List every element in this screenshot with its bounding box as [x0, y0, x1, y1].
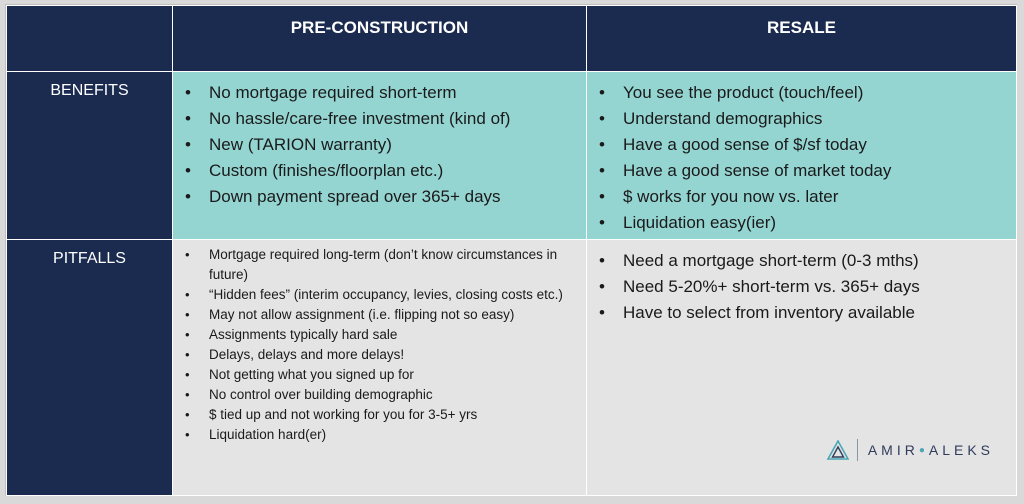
list-item: • Need 5-20%+ short-term vs. 365+ days — [587, 274, 1016, 300]
list-item: • Have a good sense of market today — [587, 158, 1016, 184]
mountain-a-logo-icon — [827, 440, 849, 460]
list-item: • Mortgage required long-term (don’t know circumstances in future) — [173, 245, 586, 285]
pitfalls-preconstruction-cell — [173, 240, 587, 496]
logo-divider — [857, 439, 858, 461]
pitfalls-resale-list — [587, 248, 1016, 326]
logo-word-first: AMIR — [867, 442, 919, 458]
list-item: • No mortgage required short-term — [173, 80, 586, 106]
list-item: • Have to select from inventory available — [587, 300, 1016, 326]
comparison-slide — [5, 4, 1017, 496]
list-item: • New (TARION warranty) — [173, 132, 586, 158]
list-item: • Down payment spread over 365+ days — [173, 184, 586, 210]
column-header-resale: RESALE — [587, 6, 1017, 72]
list-item: • Custom (finishes/floorplan etc.) — [173, 158, 586, 184]
row-label-benefits: BENEFITS — [7, 72, 173, 240]
list-item: • You see the product (touch/feel) — [587, 80, 1016, 106]
list-item: • Liquidation easy(ier) — [587, 210, 1016, 236]
comparison-table — [6, 5, 1017, 496]
amir-aleks-logo — [827, 439, 994, 461]
list-item: • Need a mortgage short-term (0-3 mths) — [587, 248, 1016, 274]
list-item: • Delays, delays and more delays! — [173, 345, 586, 365]
pitfalls-preconstruction-list — [173, 245, 586, 445]
row-label-pitfalls: PITFALLS — [7, 240, 173, 496]
list-item: • Have a good sense of $/sf today — [587, 132, 1016, 158]
list-item: • $ works for you now vs. later — [587, 184, 1016, 210]
corner-cell — [7, 6, 173, 72]
benefits-preconstruction-cell — [173, 72, 587, 240]
logo-word-second: ALEKS — [928, 442, 994, 458]
benefits-row — [7, 72, 1017, 240]
benefits-resale-cell — [587, 72, 1017, 240]
benefits-resale-list — [587, 80, 1016, 236]
list-item: • May not allow assignment (i.e. flipping not so easy) — [173, 305, 586, 325]
list-item: • Assignments typically hard sale — [173, 325, 586, 345]
list-item: • “Hidden fees” (interim occupancy, levies, closing costs etc.) — [173, 285, 586, 305]
benefits-preconstruction-list — [173, 80, 586, 210]
column-header-preconstruction: PRE-CONSTRUCTION — [173, 6, 587, 72]
list-item: • No control over building demographic — [173, 385, 586, 405]
list-item: • Not getting what you signed up for — [173, 365, 586, 385]
logo-dot-icon: ● — [918, 444, 925, 456]
list-item: • Understand demographics — [587, 106, 1016, 132]
header-row — [7, 6, 1017, 72]
list-item: • Liquidation hard(er) — [173, 425, 586, 445]
list-item: • No hassle/care-free investment (kind of) — [173, 106, 586, 132]
list-item: • $ tied up and not working for you for 3-5+ yrs — [173, 405, 586, 425]
